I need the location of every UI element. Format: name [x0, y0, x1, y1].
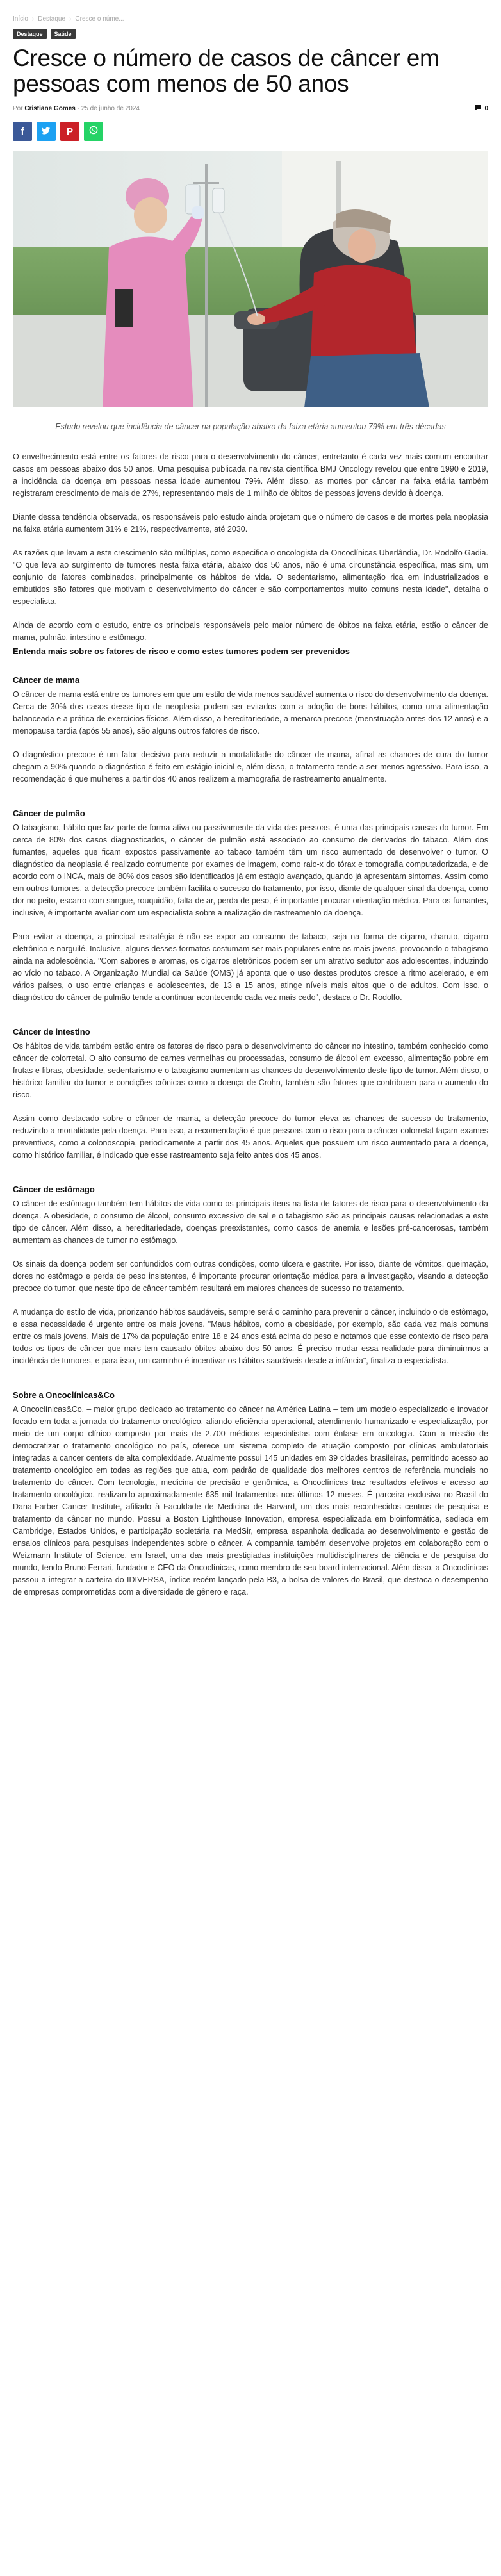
share-twitter-button[interactable]: [37, 122, 56, 141]
publish-date: 25 de junho de 2024: [81, 105, 140, 112]
byline: [13, 105, 140, 112]
share-pinterest-button[interactable]: [60, 122, 79, 141]
comments-link[interactable]: [475, 104, 488, 113]
section-heading: Sobre a Oncoclínicas&Co: [13, 1390, 115, 1400]
hospital-infusion-scene-image: [13, 151, 488, 407]
category-destaque[interactable]: Destaque: [13, 29, 47, 39]
section-paragraph: Os sinais da doença podem ser confundidos com outras condições, como úlcera e gastrite. Por isso, diante de vômitos, queimação, dores no estômago e perda de peso insistentes, é importante procurar orientação médica para a investigação, visando a detecção precoce do tumor, que neste tipo de câncer também resultará em maiores chances de sucesso no tratamento.: [13, 1259, 488, 1293]
section-paragraph: O câncer de estômago também tem hábitos de vida como os principais itens na lista de fatores de risco para o desenvolvimento da doença. A obesidade, o consumo de álcool, consumo excessivo de sal e o tabagismo são as principais causas relacionadas a este tipo de câncer. Além disso, a hereditariedade, doenças preexistentes, como casos de anemia e lesões pré-cancerosas, também aumentam as chances de tumor no estômago.: [13, 1199, 488, 1245]
section-heading: Câncer de estômago: [13, 1185, 95, 1194]
section-paragraph: A Oncoclínicas&Co. – maior grupo dedicado ao tratamento do câncer na América Latina – tem um modelo especializado e inovador focado em toda a jornada do tratamento oncológico, aliando eficiência operacional, atendimento humanizado e especialização, por meio de um corpo clínico composto por mais de 2.700 médicos especialistas com ênfase em oncologia. Com a missão de democratizar o tratamento oncológico no país, oferece um sistema completo de atuação composto por clínicas ambulatoriais integradas a cancer centers de alta complexidade. Atualmente possui 145 unidades em 39 cidades brasileiras, permitindo acesso ao tratamento oncológico em todas as regiões que atua, com padrão de qualidade dos melhores centros de referência mundiais no tratamento do câncer. Com tecnologia, medicina de precisão e genômica, a Oncoclínicas traz resultados efetivos e acesso ao tratamento oncológico, realizando aproximadamente 635 mil tratamentos nos últimos 12 meses. É parceira exclusiva no Brasil do Dana-Farber Cancer Institute, afiliado à Faculdade de Medicina de Harvard, um dos mais reconhecidos centros de pesquisa e tratamento de câncer no mundo. Possui a Boston Lighthouse Innovation, empresa especializada em bioinformática, sediada em Cambridge, Estados Unidos, e participação societária na MedSir, empresa espanhola dedicada ao desenvolvimento e gestão de ensaios clínicos para pesquisas independentes sobre o câncer. A companhia também desenvolve projetos em colaboração com o Weizmann Institute of Science, em Israel, uma das mais prestigiadas instituições multidisciplinares de ciência e de pesquisa do mundo, tendo Bruno Ferrari, fundador e CEO da Oncoclínicas, como membro de seu board internacional. Além disso, a Oncoclínicas passou a integrar a carteira do IDIVERSA, índice recém-lançado pela B3, a bolsa de valores do Brasil, que destaca o desempenho de empresas comprometidas com a diversidade de gênero e raça.: [13, 1405, 488, 1596]
share-buttons: [13, 122, 488, 141]
breadcrumb-current: Cresce o núme...: [75, 15, 124, 22]
category-saude[interactable]: Saúde: [51, 29, 76, 39]
intro-paragraph-1: O envelhecimento está entre os fatores de risco para o desenvolvimento do câncer, entretanto é cada vez mais comum encontrar casos em pessoas abaixo dos 50 anos. Uma pesquisa publicada na revista científica BMJ Oncology revelou que entre 1990 e 2019, a incidência da doença em pessoas nessa idade aumentou 79%. Além disso, as mortes por câncer na faixa etária também registraram crescimento de mais de 27%, representando mais de 1 milhão de óbitos de pessoas jovens devido à doença.: [13, 452, 488, 498]
breadcrumb-category[interactable]: Destaque: [38, 15, 66, 22]
section-paragraph: O diagnóstico precoce é um fator decisivo para reduzir a mortalidade do câncer de mama, afinal as chances de cura do tumor chegam a 90% quando o diagnóstico é feito em estágio inicial e, além disso, o tratamento tende a ser menos agressivo. Para isso, a recomendação é que mulheres a partir dos 40 anos realizem a mamografia de rastreamento anualmente.: [13, 750, 488, 783]
section-paragraph: O câncer de mama está entre os tumores em que um estilo de vida menos saudável aumenta o risco do desenvolvimento da doença. Cerca de 30% dos casos desse tipo de neoplasia podem ser evitados com a adoção de bons hábitos, como uma alimentação balanceada e a prática de exercícios físicos. Além disso, a hereditariedade, a menarca precoce (menstruação antes dos 12 anos) e a menopausa tardia (após 55 anos), são alguns outros fatores de risco.: [13, 690, 488, 735]
category-tags: [13, 29, 488, 39]
section-paragraph: A mudança do estilo de vida, priorizando hábitos saudáveis, sempre será o caminho para prevenir o câncer, incluindo o de estômago, e essa necessidade é urgente entre os mais jovens. "Maus hábitos, como a obesidade, por exemplo, são cada vez mais comuns entre os mais jovens. Mais de 17% da população entre 18 e 24 anos está acima do peso e notamos que esse contexto de risco para todos os tipos de câncer que mais tem causado óbitos abaixo dos 50 anos. É preciso mudar essa realidade para diminuirmos a incidência de tumores, e para isso, um caminho é incentivar os hábitos saudáveis desde a infância", finaliza o especialista.: [13, 1308, 488, 1365]
pinterest-icon: P: [66, 126, 73, 137]
image-caption: Estudo revelou que incidência de câncer na população abaixo da faixa etária aumentou 79% em três décadas: [55, 422, 446, 431]
intro-paragraph-4: Ainda de acordo com o estudo, entre os principais responsáveis pelo maior número de óbitos na faixa etária, estão o câncer de mama, pulmão, intestino e estômago.: [13, 621, 488, 642]
section-lung-cancer: [13, 807, 488, 1004]
article-meta: [13, 104, 488, 113]
section-breast-cancer: [13, 674, 488, 785]
byline-prefix: Por: [13, 105, 23, 112]
breadcrumb: [13, 0, 488, 22]
separator: -: [77, 105, 81, 112]
twitter-icon: [42, 126, 51, 137]
section-intro-heading: Entenda mais sobre os fatores de risco e como estes tumores podem ser prevenidos: [13, 646, 350, 656]
section-paragraph: Assim como destacado sobre o câncer de mama, a detecção precoce do tumor eleva as chances de sucesso do tratamento, reduzindo a mortalidade pela doença. Para isso, a recomendação é que pessoas com o risco para o câncer colorretal façam exames preventivos, como a colonoscopia, periodicamente a partir dos 45 anos. Aqueles que possuem um risco aumentado para a doença, como histórico familiar, é indicado que esse rastreamento seja feito antes dos 45 anos.: [13, 1114, 488, 1160]
share-facebook-button[interactable]: [13, 122, 32, 141]
facebook-icon: f: [21, 126, 24, 137]
page-title: Cresce o número de casos de câncer em pessoas com menos de 50 anos: [13, 45, 439, 97]
chevron-right-icon: ›: [31, 15, 35, 22]
section-stomach-cancer: [13, 1183, 488, 1367]
intro-paragraph-2: Diante dessa tendência observada, os responsáveis pelo estudo ainda projetam que o número de casos e de mortes pela neoplasia na faixa etária aumentem 31% e 21%, respectivamente, até 2030.: [13, 513, 488, 534]
whatsapp-icon: [89, 126, 98, 137]
section-heading: Câncer de mama: [13, 675, 80, 685]
section-about-oncoclinicas: [13, 1389, 488, 1598]
comment-icon: [475, 104, 482, 113]
section-heading: Câncer de pulmão: [13, 808, 85, 818]
author-link[interactable]: Cristiane Gomes: [24, 105, 76, 112]
section-heading: Câncer de intestino: [13, 1027, 90, 1037]
article-body: [13, 451, 488, 1598]
section-paragraph: O tabagismo, hábito que faz parte de forma ativa ou passivamente da vida das pessoas, é uma das principais causas do tumor. Em cerca de 80% dos casos diagnosticados, o câncer de pulmão está associado ao consumo de derivados do tabaco. Além dos fumantes, aqueles que ficam expostos passivamente ao tabaco também têm um risco aumentado de desenvolver o tumor. O diagnóstico da neoplasia é realizado comumente por exames de imagem, como raio-x do tórax e tomografia computadorizada, e de acordo com o INCA, mais de 80% dos casos são identificados já em estágio avançado, quando já apresentam sintomas. Assim como em outros tumores, a detecção precoce também facilita o sucesso do tratamento, por isso, diante de qualquer sinal da doença, como dor no peito, escarro com sangue, rouquidão, falta de ar, perda de peso, é importante procurar orientação médica. Para os fumantes, inclusive, é importante avaliar com um especialista sobre a realização de rastreamento da doença.: [13, 823, 488, 917]
intro-paragraph-3: As razões que levam a este crescimento são múltiplas, como especifica o oncologista da Oncoclínicas Uberlândia, Dr. Rodolfo Gadia. "O que leva ao surgimento de tumores nesta faixa etária, abaixo dos 50 anos, não é uma circunstância específica, mas sim, um conjunto de fatores combinados, principalmente os hábitos de vida. O sedentarismo, alimentação rica em industrializados e embutidos são fatores que motivam o desenvolvimento do câncer e são comportamentos muito comuns nesta idade", detalha o especialista.: [13, 548, 488, 606]
section-intestine-cancer: [13, 1026, 488, 1161]
hero-image: [13, 151, 488, 407]
section-paragraph: Para evitar a doença, a principal estratégia é não se expor ao consumo de tabaco, seja na forma de cigarro, charuto, cigarro eletrônico e narguilé. Inclusive, alguns desses formatos costumam ser mais populares entre os mais jovens, provocando o tabagismo ainda na adolescência. "Com sabores e aromas, os cigarros eletrônicos podem ser um atrativo sedutor aos adolescentes, induzindo ao vício no tabaco. A Organização Mundial da Saúde (OMS) já aponta que o uso destes produtos cresce a ritmo acelerado, e em vários países, o uso entre crianças e adolescentes, de 13 a 15 anos, atinge níveis mais altos que o de adultos. Com isso, o diagnóstico do câncer de pulmão tende a continuar acontecendo cada vez mais cedo", destaca o Dr. Rodolfo.: [13, 932, 488, 1002]
share-whatsapp-button[interactable]: [84, 122, 103, 141]
comments-count: 0: [484, 105, 488, 112]
chevron-right-icon: ›: [69, 15, 72, 22]
breadcrumb-home[interactable]: Início: [13, 15, 28, 22]
section-paragraph: Os hábitos de vida também estão entre os fatores de risco para o desenvolvimento do câncer no intestino, também conhecido como câncer de colorretal. O alto consumo de carnes vermelhas ou processadas, consumo de álcool em excesso, alimentação pobre em frutas e fibras, obesidade, sedentarismo e o tabagismo aumentam as chances do desenvolvimento deste tipo de tumor. Além disso, o histórico familiar do tumor e condições crônicas como a doença de Crohn, também são fatores que contribuem para o aumento do risco.: [13, 1042, 488, 1099]
